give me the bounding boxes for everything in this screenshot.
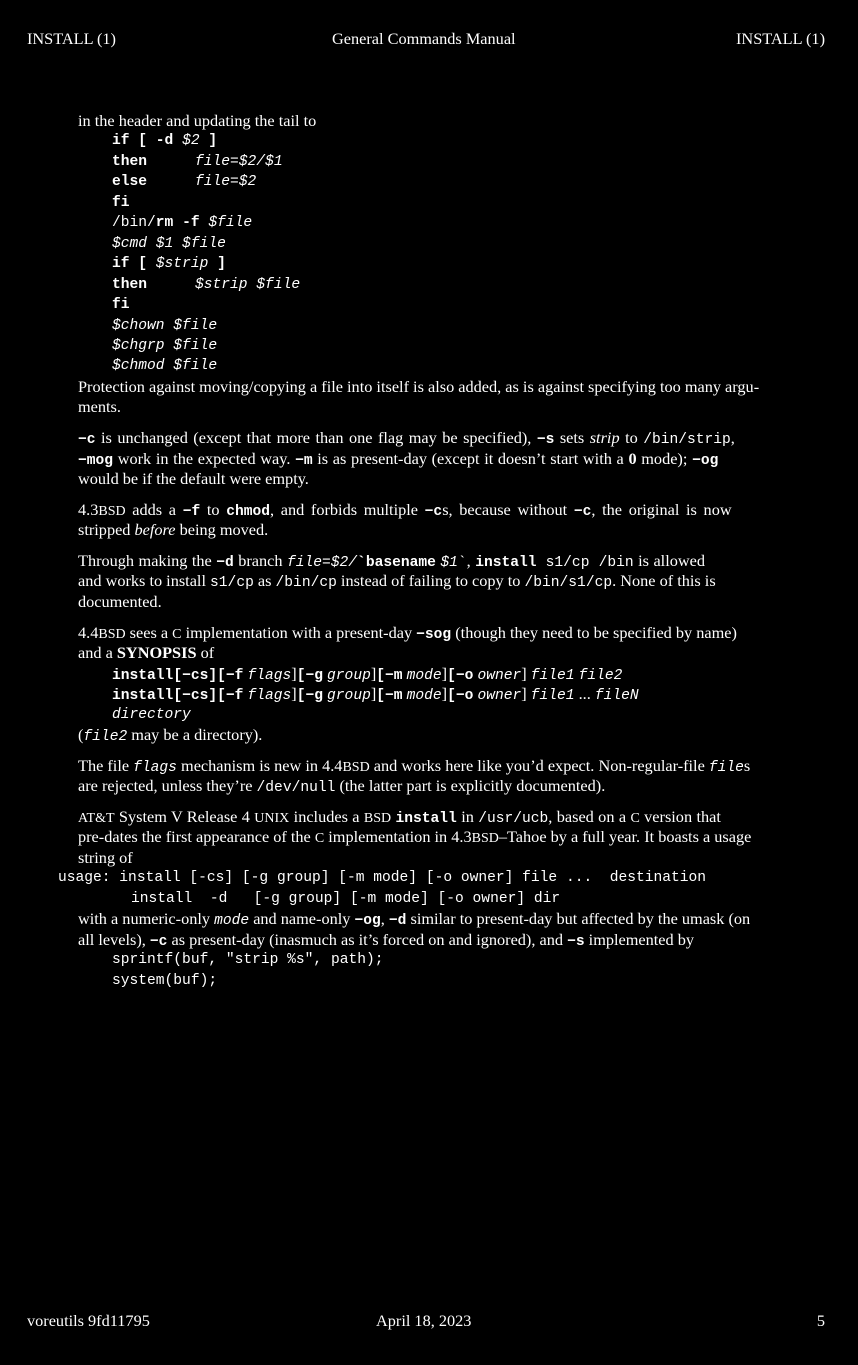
synopsis-line3: directory <box>112 707 191 723</box>
paragraph-att-line1: AT&T System V Release 4 UNIX includes a BSD install in /usr/ucb, based on a C version that <box>78 807 721 827</box>
footer-center: April 18, 2023 <box>376 1311 472 1330</box>
paragraph-numeric-line2: all levels), −c as present-day (inasmuch as it’s forced on and ignored), and −s implemented by <box>78 930 695 950</box>
script-line-cmd: $cmd $1 $file <box>112 236 226 252</box>
paragraph-flags-line2: −mog work in the expected way. −m is as present-day (except it doesn’t start with a 0 mode); −og <box>78 449 719 469</box>
script-line-fi: fi <box>112 195 130 211</box>
script-line-chown: $chown $file <box>112 318 218 334</box>
code-line1: sprintf(buf, "strip %s", path); <box>112 952 384 968</box>
paragraph-through-line1: Through making the −d branch file=$2/`basename $1`, install s1/cp /bin is allowed <box>78 551 705 571</box>
paragraph-43bsd-line2: stripped before being moved. <box>78 520 269 539</box>
synopsis-line1: install[−cs][−f flags][−g group][−m mode][−o owner] file1 file2 <box>112 664 623 684</box>
paragraph-flags-line3: would be if the default were empty. <box>78 469 309 488</box>
synopsis-line2: install[−cs][−f flags][−g group][−m mode][−o owner] file1 ... fileN <box>112 684 639 704</box>
paragraph-protection-line2: ments. <box>78 397 121 416</box>
script-line-if2: if [ $strip ] <box>112 256 226 272</box>
paragraph-through-line3: documented. <box>78 592 162 611</box>
paragraph-flags-line1: −c is unchanged (except that more than one flag may be specified), −s sets strip to /bin/strip, <box>78 428 735 448</box>
paragraph-flags-mechanism-line1: The file flags mechanism is new in 4.4BSD and works here like you’d expect. Non-regular-file files <box>78 756 751 776</box>
script-line-rm: /bin/rm -f $file <box>112 215 253 231</box>
paragraph-numeric-line1: with a numeric-only mode and name-only −og, −d similar to present-day but affected by the umask (on <box>78 909 751 929</box>
paragraph-44bsd-line2: and a SYNOPSIS of <box>78 643 215 662</box>
header-right: INSTALL (1) <box>736 29 825 48</box>
intro-text: in the header and updating the tail to <box>78 111 317 130</box>
header-center: General Commands Manual <box>332 29 516 48</box>
script-line-then2: then $strip $file <box>112 277 301 293</box>
usage-line1: usage: install [-cs] [-g group] [-m mode] [-o owner] file ... destination <box>58 870 707 886</box>
header-left: INSTALL (1) <box>27 29 116 48</box>
script-line-chgrp: $chgrp $file <box>112 338 218 354</box>
script-line-else: else file=$2 <box>112 174 257 190</box>
paragraph-file2: (file2 may be a directory). <box>78 725 263 745</box>
paragraph-att-line2: pre-dates the first appearance of the C implementation in 4.3BSD–Tahoe by a full year. It boasts a usage <box>78 827 752 846</box>
paragraph-44bsd-line1: 4.4BSD sees a C implementation with a present-day −sog (though they need to be specified by name) <box>78 623 737 643</box>
usage-line2: install -d [-g group] [-m mode] [-o owner] dir <box>131 891 561 907</box>
paragraph-43bsd-line1: 4.3BSD adds a −f to chmod, and forbids multiple −cs, because without −c, the original is now <box>78 500 732 520</box>
paragraph-protection-line1: Protection against moving/copying a file into itself is also added, as is against specifying too many argu- <box>78 377 760 396</box>
script-line-then: then file=$2/$1 <box>112 154 283 170</box>
script-line-fi2: fi <box>112 297 130 313</box>
footer-left: voreutils 9fd11795 <box>27 1311 150 1330</box>
code-line2: system(buf); <box>112 973 218 989</box>
script-line-chmod: $chmod $file <box>112 358 218 374</box>
paragraph-through-line2: and works to install s1/cp as /bin/cp instead of failing to copy to /bin/s1/cp. None of this is <box>78 571 716 591</box>
footer-page-number: 5 <box>816 1311 825 1330</box>
paragraph-flags-mechanism-line2: are rejected, unless they’re /dev/null (the latter part is explicitly documented). <box>78 776 606 796</box>
paragraph-att-line3: string of <box>78 848 133 867</box>
script-line-if: if [ -d $2 ] <box>112 133 218 149</box>
